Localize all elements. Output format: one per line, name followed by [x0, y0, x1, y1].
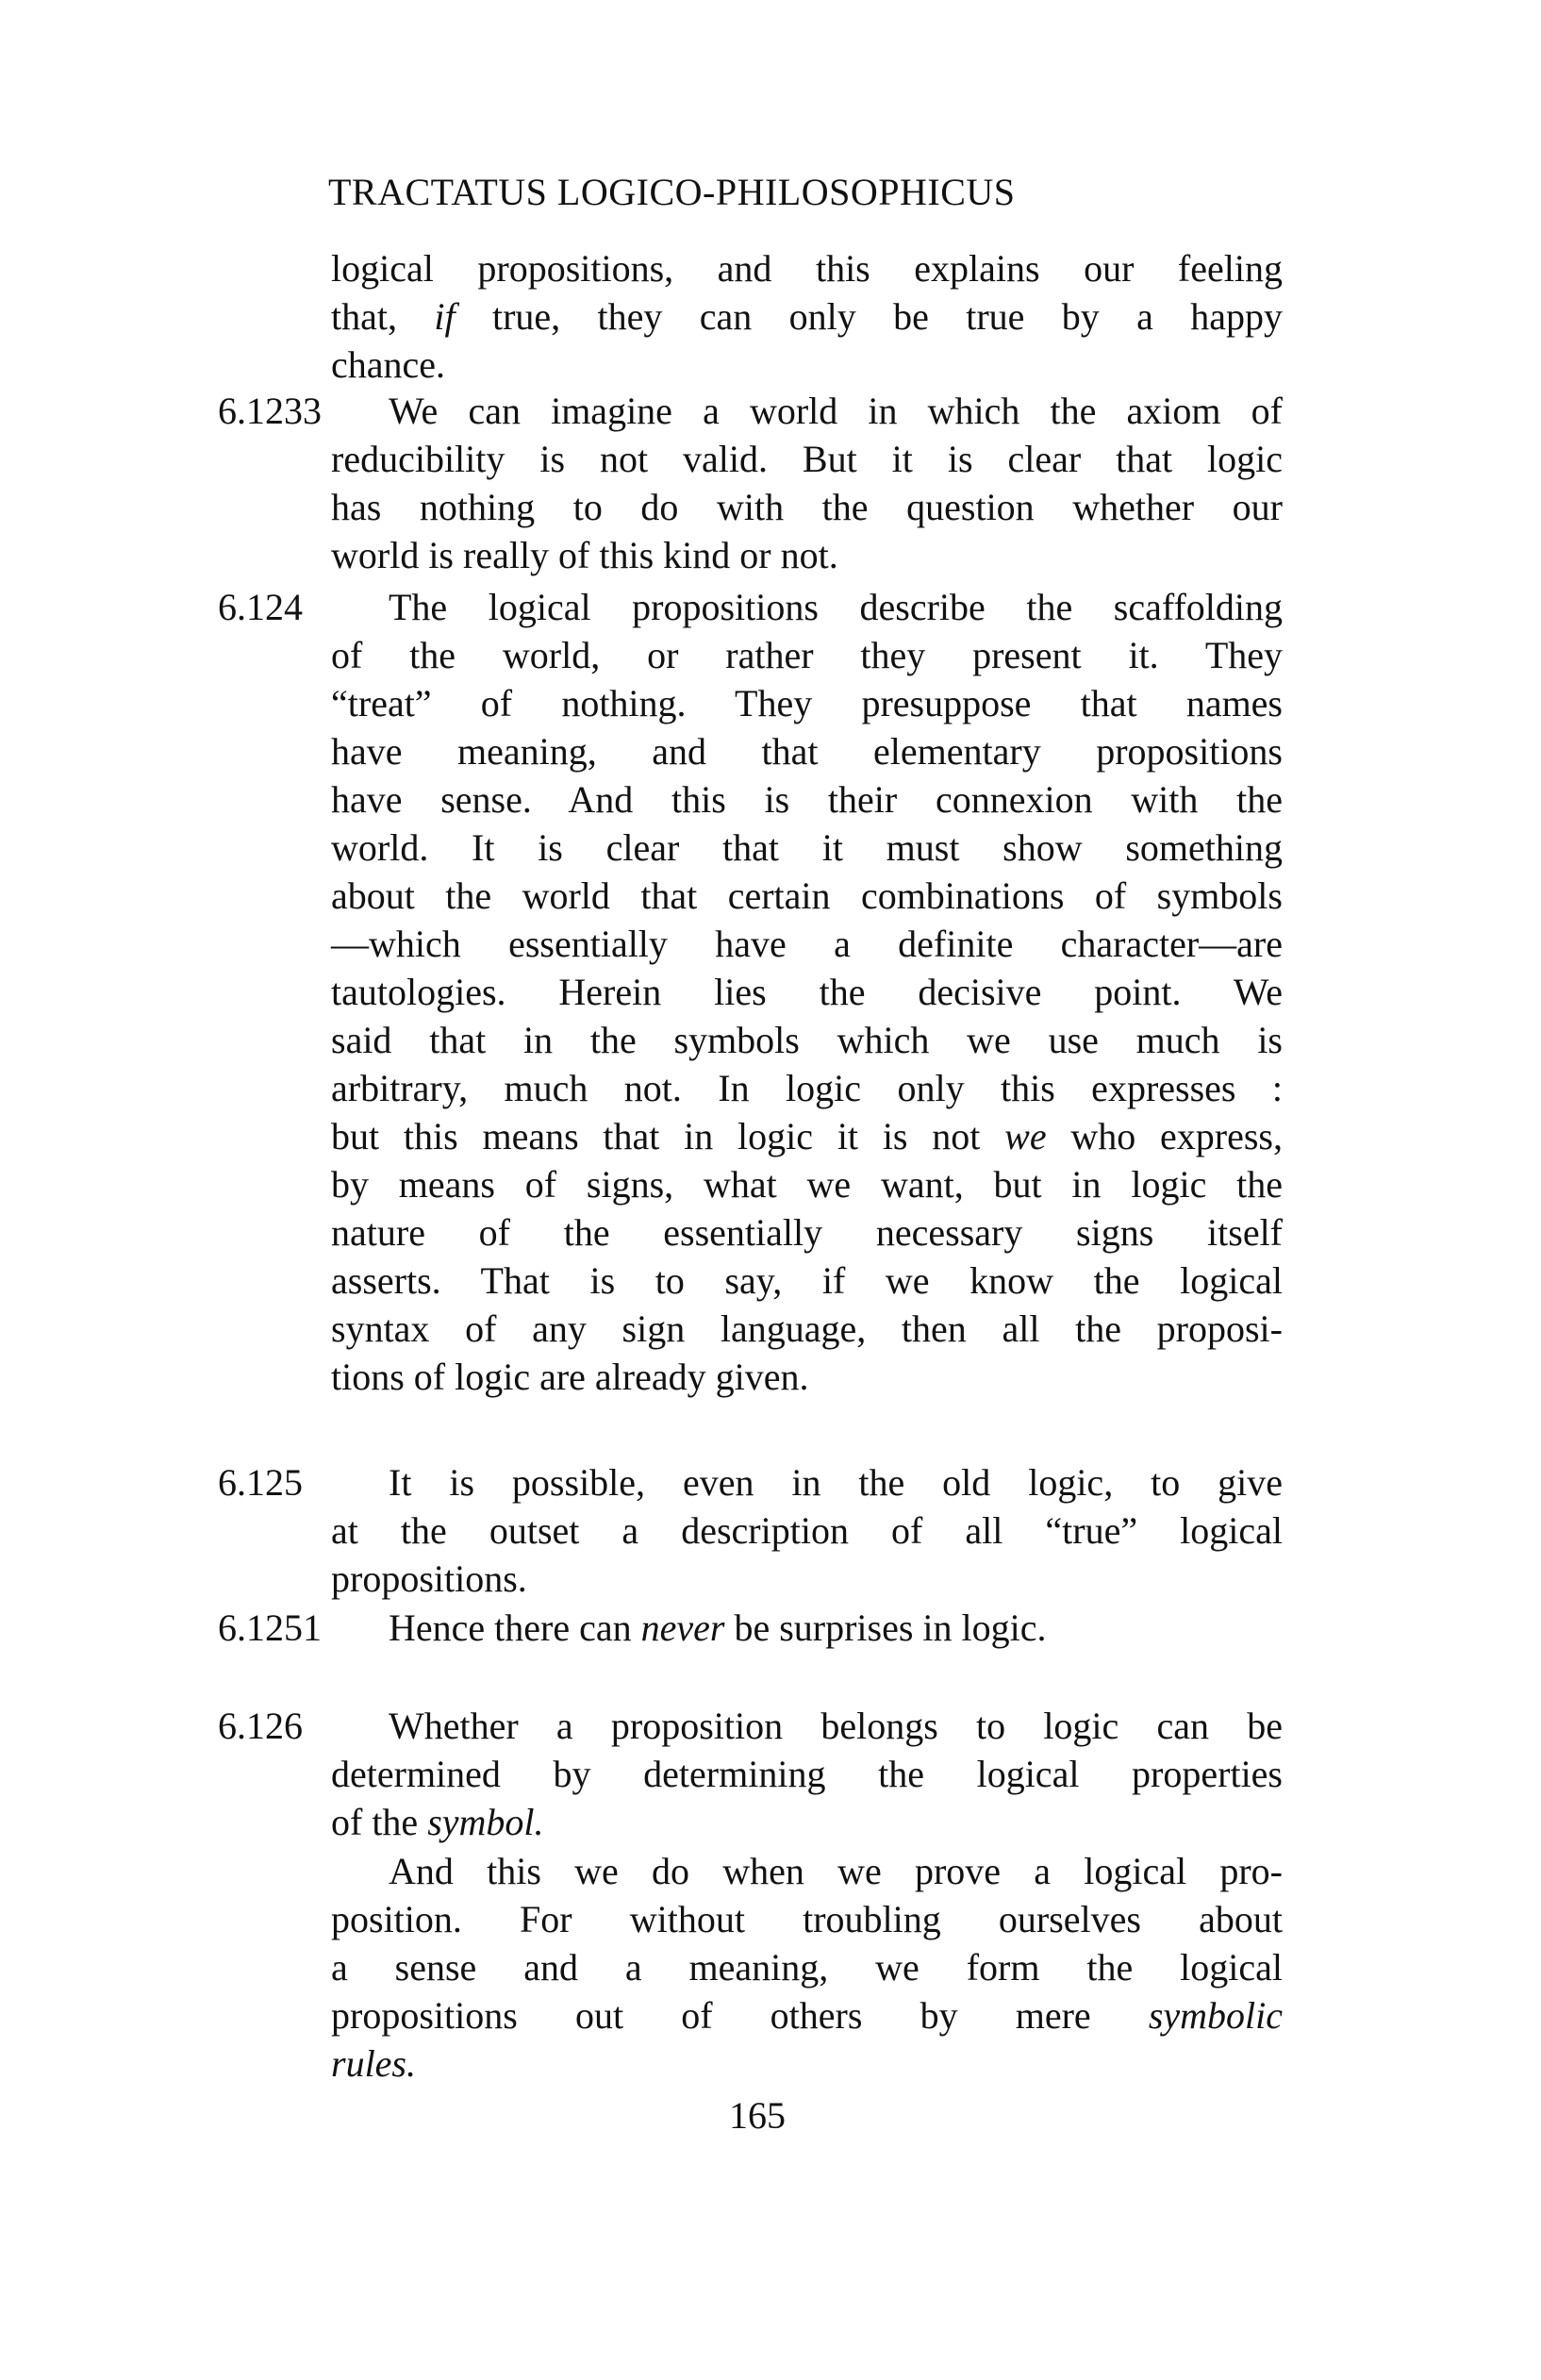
- page-number: 165: [729, 2094, 786, 2137]
- text-segment: —which essentially have a definite character—are: [331, 923, 1283, 965]
- text-segment: logical propositions, and this explains our feeling: [331, 247, 1283, 290]
- text-segment: has nothing to do with the question whether our: [331, 486, 1283, 528]
- text-segment: at the outset a description of all “true” logical: [331, 1509, 1283, 1552]
- text-line: [331, 1112, 1283, 1160]
- italic-text: we: [1004, 1115, 1047, 1157]
- text-line: [331, 1160, 1283, 1208]
- text-line: [331, 531, 1283, 579]
- text-line: [331, 968, 1283, 1016]
- text-segment: We can imagine a world in which the axiom of: [389, 390, 1283, 432]
- text-line: [331, 387, 1283, 435]
- text-segment: true, they can only be true by a happy: [455, 295, 1284, 338]
- text-line: [331, 679, 1283, 727]
- text-segment: that,: [331, 295, 435, 338]
- text-segment: of the world, or rather they present it. They: [331, 634, 1283, 676]
- text-segment: tautologies. Herein lies the decisive point. We: [331, 971, 1283, 1013]
- proposition-6-1233: [218, 387, 1283, 579]
- text-line: [331, 1555, 1283, 1603]
- text-line: [331, 727, 1283, 775]
- text-segment: Whether a proposition belongs to logic can be: [389, 1705, 1283, 1747]
- text-segment: reducibility is not valid. But it is clear that logic: [331, 438, 1283, 480]
- proposition-number: 6.1233: [218, 390, 322, 432]
- text-segment: said that in the symbols which we use much is: [331, 1019, 1283, 1061]
- text-segment: have sense. And this is their connexion with the: [331, 778, 1283, 821]
- text-segment: asserts. That is to say, if we know the logical: [331, 1259, 1283, 1302]
- text-segment: but this means that in logic it is not: [331, 1115, 1005, 1157]
- text-line: [331, 872, 1283, 920]
- text-line: [331, 1943, 1283, 1991]
- text-segment: world is really of this kind or not.: [331, 534, 838, 576]
- proposition-6-1251: [218, 1604, 1283, 1652]
- running-header: TRACTATUS LOGICO-PHILOSOPHICUS: [328, 171, 1016, 213]
- text-segment: have meaning, and that elementary propositions: [331, 730, 1283, 773]
- italic-text: never: [640, 1606, 725, 1649]
- proposition-number: 6.124: [218, 586, 303, 628]
- text-segment: a sense and a meaning, we form the logical: [331, 1946, 1283, 1989]
- text-line: [331, 824, 1283, 872]
- text-segment: It is possible, even in the old logic, to give: [389, 1461, 1283, 1504]
- text-line: [331, 483, 1283, 531]
- text-line: [331, 775, 1283, 824]
- text-segment: of the: [331, 1801, 428, 1843]
- text-line: [331, 1604, 1283, 1652]
- italic-text: rules.: [331, 2042, 416, 2085]
- text-line: [331, 1305, 1283, 1353]
- text-segment: propositions.: [331, 1557, 527, 1600]
- text-segment: tions of logic are already given.: [331, 1356, 809, 1398]
- text-line: [331, 292, 1283, 341]
- proposition-6-126: [218, 1702, 1283, 1846]
- text-line: [331, 583, 1283, 631]
- text-line: [331, 1353, 1283, 1401]
- text-line: [331, 1798, 1283, 1846]
- text-segment: And this we do when we prove a logical pro-: [389, 1850, 1283, 1892]
- paragraph-continuation: [331, 244, 1283, 389]
- text-line: [331, 435, 1283, 483]
- text-line: [331, 244, 1283, 292]
- text-line: [331, 1895, 1283, 1943]
- text-line: [331, 1016, 1283, 1064]
- text-segment: chance.: [331, 343, 446, 386]
- text-line: [331, 1257, 1283, 1305]
- text-segment: about the world that certain combinations of symbols: [331, 874, 1283, 917]
- text-line: [331, 1208, 1283, 1257]
- italic-text: symbolic: [1148, 1994, 1283, 2037]
- text-segment: The logical propositions describe the scaffolding: [389, 586, 1283, 628]
- text-segment: by means of signs, what we want, but in logic the: [331, 1163, 1283, 1206]
- text-line: [331, 631, 1283, 679]
- text-segment: nature of the essentially necessary signs itself: [331, 1211, 1283, 1254]
- text-line: [331, 1458, 1283, 1506]
- proposition-number: 6.125: [218, 1461, 303, 1504]
- proposition-6-126-continued: [331, 1847, 1283, 2088]
- italic-text: if: [434, 295, 456, 338]
- text-line: [331, 1506, 1283, 1555]
- text-segment: arbitrary, much not. In logic only this expresses :: [331, 1067, 1283, 1109]
- text-line: [331, 2039, 1283, 2088]
- page-number-container: [0, 2091, 1541, 2139]
- text-segment: “treat” of nothing. They presuppose that names: [331, 682, 1283, 724]
- text-line: [331, 920, 1283, 968]
- text-line: [331, 1991, 1283, 2039]
- text-segment: determined by determining the logical properties: [331, 1753, 1283, 1795]
- text-line: [331, 341, 1283, 389]
- text-segment: position. For without troubling ourselves about: [331, 1898, 1283, 1940]
- italic-text: symbol.: [427, 1801, 544, 1843]
- text-line: [331, 1847, 1283, 1895]
- text-segment: syntax of any sign language, then all the proposi-: [331, 1307, 1283, 1350]
- proposition-6-125: [218, 1458, 1283, 1603]
- text-segment: be surprises in logic.: [724, 1606, 1047, 1649]
- text-line: [331, 1064, 1283, 1112]
- proposition-number: 6.126: [218, 1705, 303, 1747]
- text-line: [331, 1750, 1283, 1798]
- proposition-6-124: [218, 583, 1283, 1401]
- text-segment: Hence there can: [389, 1606, 641, 1649]
- text-line: [331, 1702, 1283, 1750]
- text-segment: propositions out of others by mere: [331, 1994, 1149, 2037]
- proposition-number: 6.1251: [218, 1606, 322, 1649]
- text-segment: who express,: [1046, 1115, 1283, 1157]
- text-segment: world. It is clear that it must show something: [331, 826, 1283, 869]
